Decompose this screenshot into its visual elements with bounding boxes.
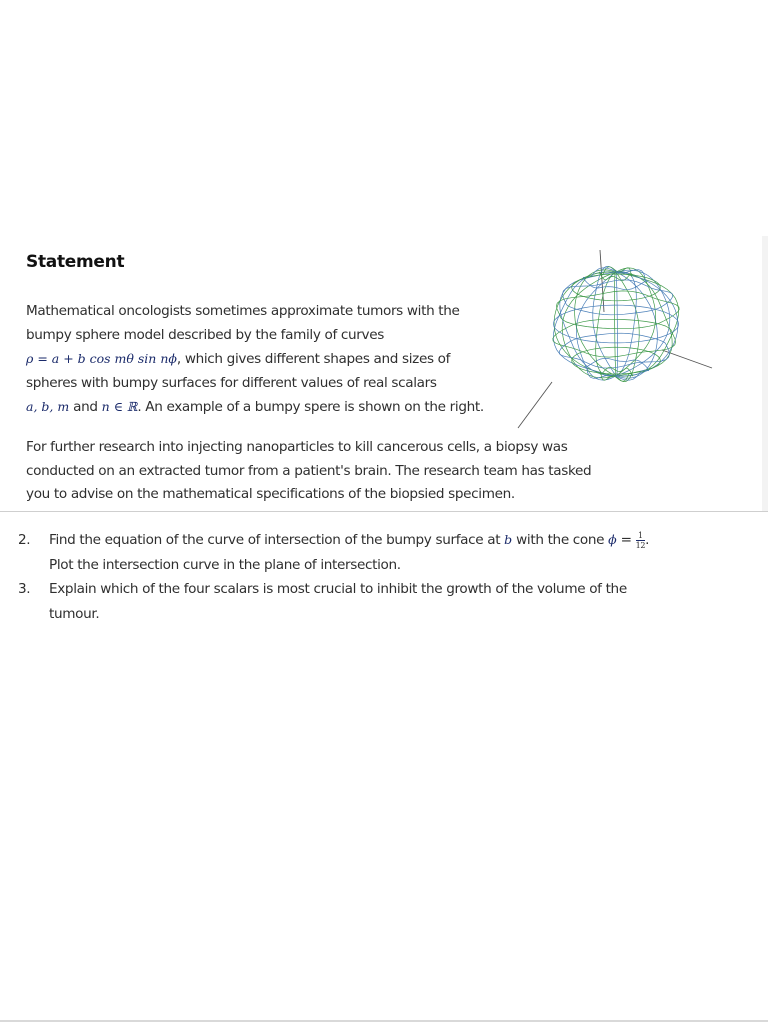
p1-line-4: spheres with bumpy surfaces for different values of real scalars: [26, 374, 437, 391]
p1-line-1: Mathematical oncologists sometimes approximate tumors with the: [26, 303, 460, 319]
p2-line-1: For further research into injecting nanoparticles to kill cancerous cells, a biopsy was: [26, 439, 568, 455]
bumpy-sphere-wireframe-figure: [512, 242, 717, 432]
real-set: n ∈ ℝ: [101, 399, 138, 414]
p1-line-5: a, b, m and n ∈ ℝ. An example of a bumpy spere is shown on the right.: [26, 399, 484, 415]
statement-paragraph-2: [26, 436, 746, 507]
bumpy-sphere-formula: ρ = a + b cos mθ sin nϕ: [26, 351, 177, 366]
mesh-line: [554, 272, 616, 376]
question-body: [49, 528, 649, 577]
page-edge-shadow: [762, 236, 768, 512]
scalar-list: a, b, m: [26, 399, 70, 414]
question-line: Explain which of the four scalars is most crucial to inhibit the growth of the volume of the: [49, 581, 627, 597]
question-line: Find the equation of the curve of intersection of the bumpy surface at b with the cone ϕ = $\frac{1}{12}$ .: [49, 530, 650, 550]
page-bottom-edge: [0, 1020, 768, 1022]
question-list: [18, 528, 748, 626]
question-body: [49, 577, 627, 626]
statement-heading: Statement: [26, 252, 125, 272]
mesh-line: [616, 272, 678, 376]
question-item: [18, 577, 748, 626]
p1-line-3: ρ = a + b cos mθ sin nϕ, which gives different shapes and sizes of: [26, 351, 451, 367]
question-line: Plot the intersection curve in the plane of intersection.: [49, 556, 401, 573]
p2-line-2: conducted on an extracted tumor from a patient's brain. The research team has tasked: [26, 462, 592, 479]
question-number: 3.: [18, 581, 31, 597]
question-item: [18, 528, 748, 577]
statement-paragraph-1: [26, 300, 526, 420]
p1-line-2: bumpy sphere model described by the family of curves: [26, 326, 384, 343]
question-number: 2.: [18, 532, 31, 548]
p2-line-3: you to advise on the mathematical specifications of the biopsied specimen.: [26, 486, 515, 502]
fraction: $\frac{1}{12}$: [635, 530, 646, 550]
section-divider: [0, 511, 768, 512]
question-line: tumour.: [49, 605, 100, 622]
wireframe-mesh: [553, 266, 679, 381]
